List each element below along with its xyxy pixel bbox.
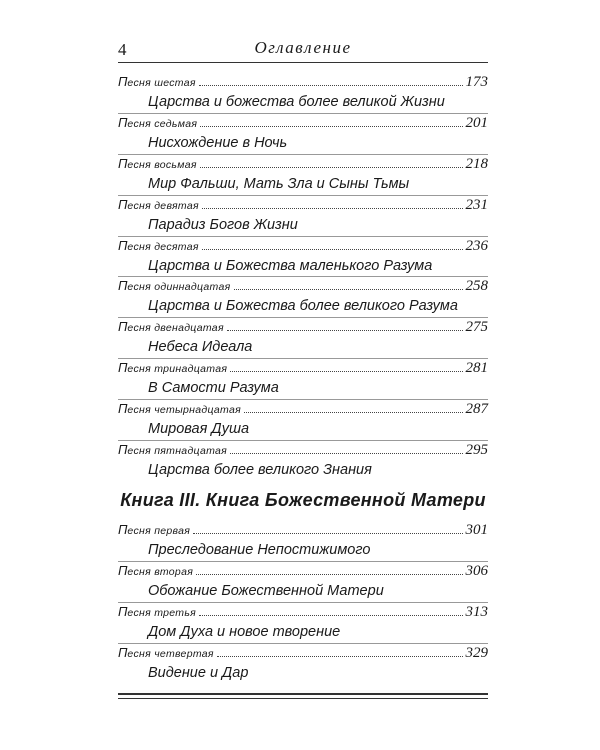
dot-leader [230,453,462,454]
canto-subtitle: Царства и Божества маленького Разума [148,257,433,274]
canto-label: Песня вторая [118,562,194,578]
canto-subtitle: Дом Духа и новое творение [148,623,341,640]
dot-leader [202,208,463,209]
dot-leader [193,533,462,534]
header-rule [118,62,488,63]
canto-label: Песня первая [118,522,191,537]
canto-label: Песня четырнадцатая [118,401,242,417]
dot-leader [199,615,462,616]
running-header [118,36,488,62]
canto-label: Песня тринадцатая [118,360,228,376]
dot-leader [199,85,463,86]
dot-leader [200,126,462,127]
canto-subtitle: Мир Фальши, Мать Зла и Сыны Тьмы [148,175,410,192]
dot-leader [244,412,462,413]
page-number: 4 [118,40,127,59]
canto-subtitle: Обожание Божественной Матери [148,582,384,599]
toc-entry [118,360,488,401]
entry-divider [118,602,488,603]
canto-label: Песня девятая [118,196,199,212]
entry-divider [118,440,488,441]
entry-divider [118,154,488,155]
entry-divider [118,317,488,318]
dot-leader [200,167,463,168]
canto-subtitle: Царства и божества более великой Жизни [148,94,445,110]
page-ref: 173 [465,74,488,90]
toc-entry [118,522,488,563]
canto-subtitle: Преследование Непостижимого [148,542,371,558]
toc-entry [118,74,488,115]
canto-subtitle: Царства более великого Знания [148,462,372,479]
canto-subtitle: В Самости Разума [148,380,279,397]
dot-leader [196,574,462,575]
page-ref: 306 [465,562,488,579]
entry-divider [118,236,488,237]
canto-label: Песня десятая [118,237,199,253]
book-title: Книга III. Книга Божественной Матери [120,490,486,510]
dot-leader [227,330,463,331]
page-ref: 231 [465,196,488,213]
canto-label: Песня восьмая [118,155,197,171]
canto-subtitle: Царства и Божества более великого Разума [148,298,458,315]
page-ref: 301 [465,522,488,538]
canto-label: Песня седьмая [118,114,198,130]
toc-entry [118,156,488,197]
entry-divider [118,358,488,359]
entry-divider [118,643,488,644]
entry-divider [118,113,488,114]
footer-rule [118,693,488,695]
page-ref: 258 [465,278,488,295]
page-ref: 236 [465,237,488,254]
toc-entry [118,278,488,319]
toc-entry [118,442,488,483]
page-ref: 275 [465,319,488,336]
toc-list [118,74,488,483]
dot-leader [230,371,462,372]
dot-leader [202,249,463,250]
footer-rule-thin [118,698,488,699]
running-title: Оглавление [254,38,352,57]
toc-entry [118,604,488,645]
page-ref: 287 [465,401,488,418]
entry-divider [118,561,488,562]
canto-label: Песня одиннадцатая [118,278,231,294]
toc-entry [118,645,488,686]
toc-entry [118,115,488,156]
toc-entry [118,197,488,238]
canto-label: Песня пятнадцатая [118,442,228,458]
toc-entry [118,319,488,360]
canto-label: Песня четвертая [118,644,214,660]
dot-leader [234,289,463,290]
page-ref: 201 [465,114,488,131]
page-ref: 329 [465,644,488,661]
canto-label: Песня двенадцатая [118,319,224,335]
page-ref: 295 [465,442,488,459]
canto-label: Песня шестая [118,74,196,89]
toc-list-book3 [118,522,488,686]
dot-leader [217,656,463,657]
entry-divider [118,195,488,196]
canto-label: Песня третья [118,603,197,619]
entry-divider [118,399,488,400]
canto-subtitle: Мировая Душа [148,421,250,438]
toc-entry [118,563,488,604]
canto-subtitle: Парадиз Богов Жизни [148,216,298,233]
page-ref: 313 [465,603,488,620]
canto-subtitle: Нисхождение в Ночь [148,134,288,151]
page-ref: 281 [465,360,488,377]
canto-subtitle: Видение и Дар [148,664,249,681]
entry-divider [118,276,488,277]
toc-entry [118,238,488,279]
canto-subtitle: Небеса Идеала [148,339,253,356]
page-ref: 218 [465,155,488,172]
toc-entry [118,401,488,442]
